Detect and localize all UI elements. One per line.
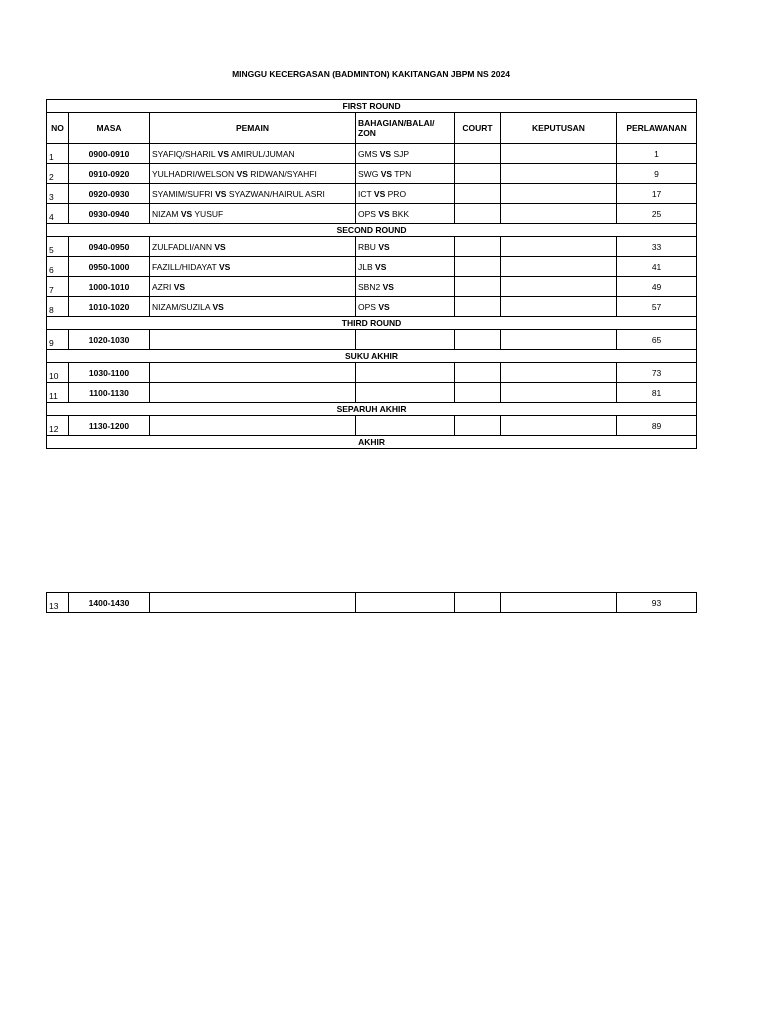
cell-pemain bbox=[150, 330, 356, 350]
cell-pemain: NIZAM/SUZILA VS bbox=[150, 297, 356, 317]
cell-masa: 1100-1130 bbox=[69, 383, 150, 403]
cell-court bbox=[455, 416, 501, 436]
cell-bahagian bbox=[356, 383, 455, 403]
table-row bbox=[47, 257, 697, 277]
cell-no: 7 bbox=[47, 277, 69, 297]
cell-pemain bbox=[150, 383, 356, 403]
cell-court bbox=[455, 204, 501, 224]
cell-keputusan bbox=[501, 363, 617, 383]
cell-no: 10 bbox=[47, 363, 69, 383]
cell-perlawanan: 33 bbox=[617, 237, 697, 257]
cell-perlawanan: 73 bbox=[617, 363, 697, 383]
cell-keputusan bbox=[501, 383, 617, 403]
cell-pemain bbox=[150, 416, 356, 436]
cell-perlawanan: 41 bbox=[617, 257, 697, 277]
cell-perlawanan: 49 bbox=[617, 277, 697, 297]
cell-court bbox=[455, 297, 501, 317]
round-label: SUKU AKHIR bbox=[47, 350, 697, 363]
cell-masa: 0930-0940 bbox=[69, 204, 150, 224]
cell-bahagian: OPS VS BKK bbox=[356, 204, 455, 224]
cell-keputusan bbox=[501, 204, 617, 224]
cell-no: 12 bbox=[47, 416, 69, 436]
col-header-masa: MASA bbox=[69, 113, 150, 144]
table-row bbox=[47, 416, 697, 436]
cell-pemain: YULHADRI/WELSON VS RIDWAN/SYAHFI bbox=[150, 164, 356, 184]
cell-keputusan bbox=[501, 593, 617, 613]
cell-keputusan bbox=[501, 164, 617, 184]
cell-perlawanan: 65 bbox=[617, 330, 697, 350]
cell-court bbox=[455, 383, 501, 403]
cell-bahagian: SWG VS TPN bbox=[356, 164, 455, 184]
col-header-bahagian: BAHAGIAN/BALAI/ ZON bbox=[356, 113, 455, 144]
cell-perlawanan: 25 bbox=[617, 204, 697, 224]
cell-masa: 1130-1200 bbox=[69, 416, 150, 436]
round-label: FIRST ROUND bbox=[47, 100, 697, 113]
table-row bbox=[47, 330, 697, 350]
round-label: SECOND ROUND bbox=[47, 224, 697, 237]
table-row bbox=[47, 184, 697, 204]
page-title: MINGGU KECERGASAN (BADMINTON) KAKITANGAN JBPM NS 2024 bbox=[232, 69, 510, 79]
cell-keputusan bbox=[501, 277, 617, 297]
cell-perlawanan: 93 bbox=[617, 593, 697, 613]
cell-no: 3 bbox=[47, 184, 69, 204]
round-header-akhir bbox=[47, 436, 697, 449]
cell-court bbox=[455, 593, 501, 613]
cell-masa: 1030-1100 bbox=[69, 363, 150, 383]
cell-no: 4 bbox=[47, 204, 69, 224]
cell-keputusan bbox=[501, 330, 617, 350]
cell-court bbox=[455, 363, 501, 383]
cell-bahagian: JLB VS bbox=[356, 257, 455, 277]
final-match-table bbox=[46, 592, 697, 613]
cell-pemain: SYAMIM/SUFRI VS SYAZWAN/HAIRUL ASRI bbox=[150, 184, 356, 204]
cell-pemain: ZULFADLI/ANN VS bbox=[150, 237, 356, 257]
cell-bahagian: SBN2 VS bbox=[356, 277, 455, 297]
cell-pemain: AZRI VS bbox=[150, 277, 356, 297]
table-row bbox=[47, 297, 697, 317]
cell-pemain bbox=[150, 593, 356, 613]
table-row bbox=[47, 363, 697, 383]
cell-court bbox=[455, 144, 501, 164]
cell-masa: 1400-1430 bbox=[69, 593, 150, 613]
table-row bbox=[47, 277, 697, 297]
cell-court bbox=[455, 277, 501, 297]
cell-keputusan bbox=[501, 144, 617, 164]
table-row bbox=[47, 144, 697, 164]
cell-masa: 0900-0910 bbox=[69, 144, 150, 164]
round-label: THIRD ROUND bbox=[47, 317, 697, 330]
col-header-no: NO bbox=[47, 113, 69, 144]
col-header-keputusan: KEPUTUSAN bbox=[501, 113, 617, 144]
cell-court bbox=[455, 330, 501, 350]
round-header-first bbox=[47, 100, 697, 113]
cell-perlawanan: 57 bbox=[617, 297, 697, 317]
cell-no: 13 bbox=[47, 593, 69, 613]
col-header-court: COURT bbox=[455, 113, 501, 144]
cell-no: 9 bbox=[47, 330, 69, 350]
cell-bahagian: RBU VS bbox=[356, 237, 455, 257]
round-label: AKHIR bbox=[47, 436, 697, 449]
cell-perlawanan: 89 bbox=[617, 416, 697, 436]
cell-bahagian: GMS VS SJP bbox=[356, 144, 455, 164]
cell-no: 5 bbox=[47, 237, 69, 257]
cell-court bbox=[455, 237, 501, 257]
cell-masa: 0920-0930 bbox=[69, 184, 150, 204]
table-row bbox=[47, 164, 697, 184]
cell-bahagian: OPS VS bbox=[356, 297, 455, 317]
cell-no: 11 bbox=[47, 383, 69, 403]
cell-court bbox=[455, 164, 501, 184]
round-header-suku-akhir bbox=[47, 350, 697, 363]
cell-perlawanan: 1 bbox=[617, 144, 697, 164]
cell-keputusan bbox=[501, 416, 617, 436]
cell-bahagian: ICT VS PRO bbox=[356, 184, 455, 204]
col-header-perlawanan: PERLAWANAN bbox=[617, 113, 697, 144]
cell-court bbox=[455, 257, 501, 277]
schedule-table bbox=[46, 99, 697, 449]
round-header-separuh-akhir bbox=[47, 403, 697, 416]
round-header-second bbox=[47, 224, 697, 237]
cell-masa: 1020-1030 bbox=[69, 330, 150, 350]
cell-bahagian bbox=[356, 416, 455, 436]
cell-keputusan bbox=[501, 257, 617, 277]
cell-no: 6 bbox=[47, 257, 69, 277]
cell-no: 2 bbox=[47, 164, 69, 184]
cell-bahagian bbox=[356, 330, 455, 350]
cell-pemain: FAZILL/HIDAYAT VS bbox=[150, 257, 356, 277]
cell-keputusan bbox=[501, 184, 617, 204]
cell-keputusan bbox=[501, 297, 617, 317]
cell-no: 1 bbox=[47, 144, 69, 164]
table-row bbox=[47, 593, 697, 613]
table-row bbox=[47, 237, 697, 257]
cell-perlawanan: 9 bbox=[617, 164, 697, 184]
cell-perlawanan: 17 bbox=[617, 184, 697, 204]
round-label: SEPARUH AKHIR bbox=[47, 403, 697, 416]
cell-bahagian bbox=[356, 593, 455, 613]
round-header-third bbox=[47, 317, 697, 330]
cell-masa: 0910-0920 bbox=[69, 164, 150, 184]
cell-court bbox=[455, 184, 501, 204]
cell-keputusan bbox=[501, 237, 617, 257]
col-header-pemain: PEMAIN bbox=[150, 113, 356, 144]
cell-masa: 0940-0950 bbox=[69, 237, 150, 257]
cell-bahagian bbox=[356, 363, 455, 383]
cell-no: 8 bbox=[47, 297, 69, 317]
cell-perlawanan: 81 bbox=[617, 383, 697, 403]
cell-pemain: NIZAM VS YUSUF bbox=[150, 204, 356, 224]
cell-pemain bbox=[150, 363, 356, 383]
table-row bbox=[47, 204, 697, 224]
cell-masa: 1000-1010 bbox=[69, 277, 150, 297]
cell-masa: 1010-1020 bbox=[69, 297, 150, 317]
cell-masa: 0950-1000 bbox=[69, 257, 150, 277]
table-row bbox=[47, 383, 697, 403]
column-header-row bbox=[47, 113, 697, 144]
cell-pemain: SYAFIQ/SHARIL VS AMIRUL/JUMAN bbox=[150, 144, 356, 164]
